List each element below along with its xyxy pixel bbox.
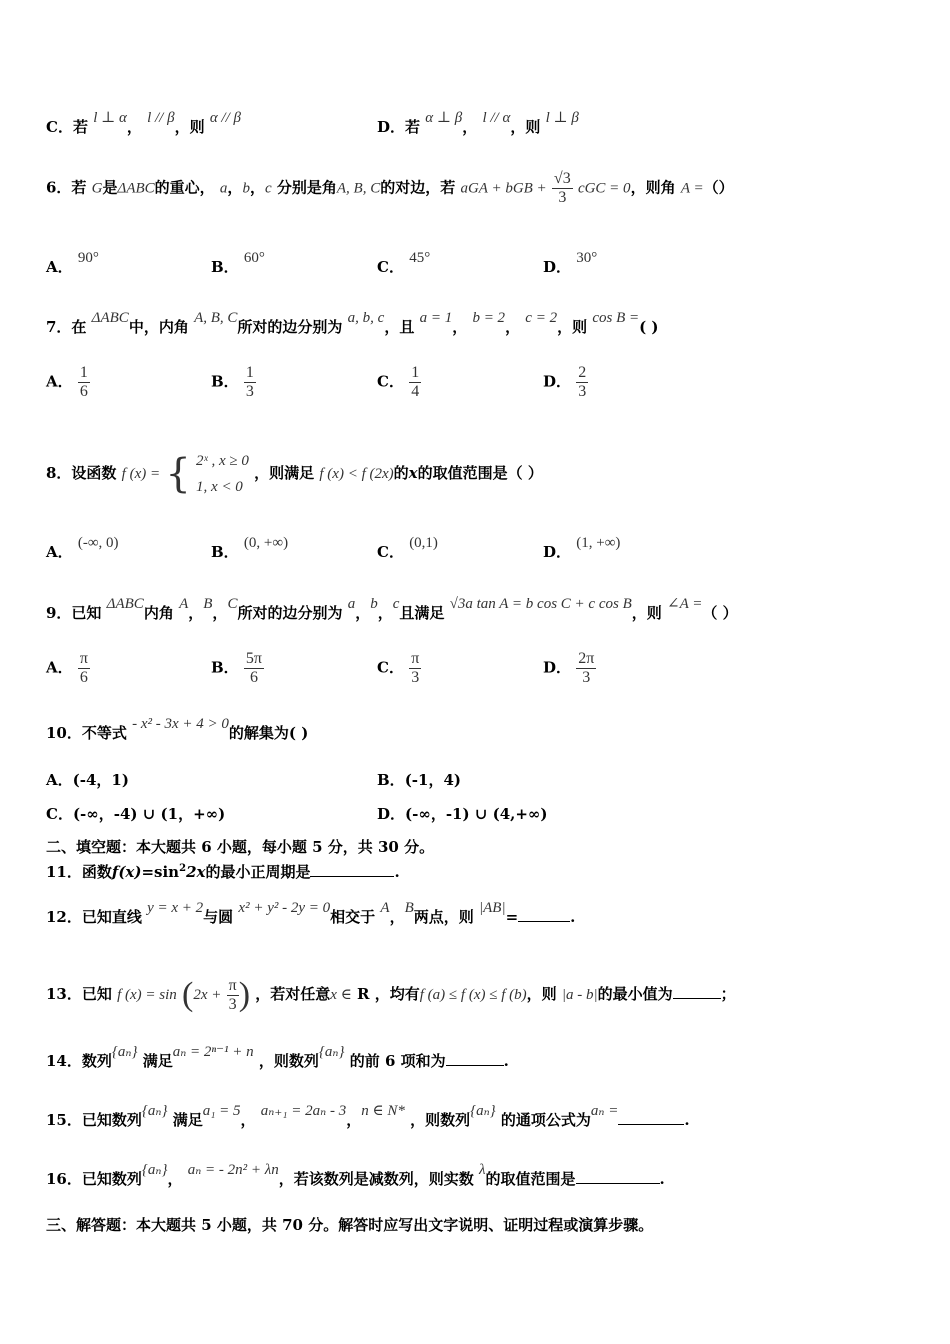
math-expr: α // β: [209, 110, 241, 126]
q7-option-a: A． $\frac{1}{6}$: [46, 364, 88, 400]
q6-option-a: A． 90°: [46, 250, 99, 276]
answer-blank[interactable]: [518, 909, 570, 922]
q8-option-a: A． (-∞, 0): [46, 535, 119, 561]
question-12: 12．已知直线 y = x + 2与圆 x² + y² - 2y = 0相交于 A，B两点，则 |AB|= .: [46, 900, 576, 926]
q8-option-d: D． (1, +∞): [543, 535, 621, 561]
section-2-heading: 二、填空题：本大题共 6 小题，每小题 5 分，共 30 分。: [46, 838, 435, 856]
question-6: 6．若 G是ΔABC的重心， a，b，c 分别是角A, B, C的对边，若 aGA + bGB + $\frac{√3}{3}$ cGC = 0，则角 A =（）: [46, 170, 734, 206]
math-expr: l ⊥ α: [93, 110, 127, 126]
q8-option-c: C． (0,1): [377, 535, 438, 561]
fraction: $\frac{√3}{3}$: [553, 170, 571, 206]
q10-option-c: C．(-∞，-4) ∪ (1，+∞): [46, 805, 226, 823]
brace-icon: {: [165, 451, 191, 497]
piecewise-cases: 2ˣ , x ≥ 0 1, x < 0: [196, 453, 249, 495]
math-expr: α ⊥ β: [425, 110, 463, 126]
vector-equation: aGA + bGB +: [460, 180, 547, 197]
q7-option-d: D． $\frac{2}{3}$: [543, 364, 587, 400]
question-7: 7．在 ΔABC中，内角 A, B, C所对的边分别为 a, b, c，且 a = 1， b = 2， c = 2，则 cos B =( ): [46, 310, 659, 336]
question-14: 14．数列{aₙ} 满足aₙ = 2ⁿ⁻¹ + n ，则数列{aₙ} 的前 6 项和为 .: [46, 1044, 509, 1070]
question-15: 15．已知数列{aₙ} 满足a₁ = 5， aₙ₊₁ = 2aₙ - 3，n ∈ N* ，则数列{aₙ} 的通项公式为aₙ = .: [46, 1103, 690, 1129]
question-8: 8．设函数 f (x) = { 2ˣ , x ≥ 0 1, x < 0 ，则满足 f (x) < f (2x)的x的取值范围是（ ）: [46, 448, 543, 500]
q8-option-b: B． (0, +∞): [211, 535, 289, 561]
question-11: 11．函数$f(x)=\sin^22x$的最小正周期是 .: [46, 863, 400, 881]
q10-option-b: B．(-1，4): [377, 771, 461, 789]
q9-option-d: D． $\frac{2\pi}{3}$: [543, 650, 595, 686]
q6-option-b: B． 60°: [211, 250, 265, 276]
math-expr: l // α: [482, 110, 511, 126]
q6-option-d: D． 30°: [543, 250, 598, 276]
math-expr: l ⊥ β: [545, 110, 579, 126]
q10-option-d: D．(-∞，-1) ∪ (4,+∞): [377, 805, 548, 823]
q5-option-c: C．若 l ⊥ α， l // β，则 α // β: [46, 110, 241, 136]
question-9: 9．已知 ΔABC内角 A，B，C所对的边分别为 a，b，c且满足 √3a tan A = b cos C + c cos B，则 ∠A =（ ）: [46, 596, 738, 622]
section-3-heading: 三、解答题：本大题共 5 小题，共 70 分。解答时应写出文字说明、证明过程或演算步骤。: [46, 1216, 654, 1234]
math-expr: l // β: [147, 110, 175, 126]
answer-blank[interactable]: [618, 1112, 684, 1125]
q7-option-c: C． $\frac{1}{4}$: [377, 364, 420, 400]
q7-option-b: B． $\frac{1}{3}$: [211, 364, 254, 400]
answer-blank[interactable]: [310, 864, 394, 877]
answer-blank[interactable]: [673, 986, 721, 999]
q6-option-c: C． 45°: [377, 250, 431, 276]
q9-option-b: B． $\frac{5\pi}{6}$: [211, 650, 262, 686]
question-16: 16．已知数列{aₙ}， aₙ = - 2n² + λn，若该数列是减数列，则实数 λ的取值范围是 .: [46, 1162, 665, 1188]
q9-option-a: A． $\frac{\pi}{6}$: [46, 650, 88, 686]
q5-option-d: D．若 α ⊥ β， l // α，则 l ⊥ β: [377, 110, 579, 136]
answer-blank[interactable]: [446, 1053, 504, 1066]
answer-blank[interactable]: [576, 1171, 660, 1184]
question-13: 13．已知 f (x) = sin (2x + $\frac{\pi}{3}$ ) ，若对任意x ∈ R ，均有f (a) ≤ f (x) ≤ f (b)，则 |a - b|的最小值为 ；: [46, 976, 736, 1013]
q10-option-a: A．(-4，1): [46, 771, 129, 789]
q9-option-c: C． $\frac{\pi}{3}$: [377, 650, 420, 686]
question-10: 10．不等式 - x² - 3x + 4 > 0的解集为( ): [46, 716, 309, 742]
